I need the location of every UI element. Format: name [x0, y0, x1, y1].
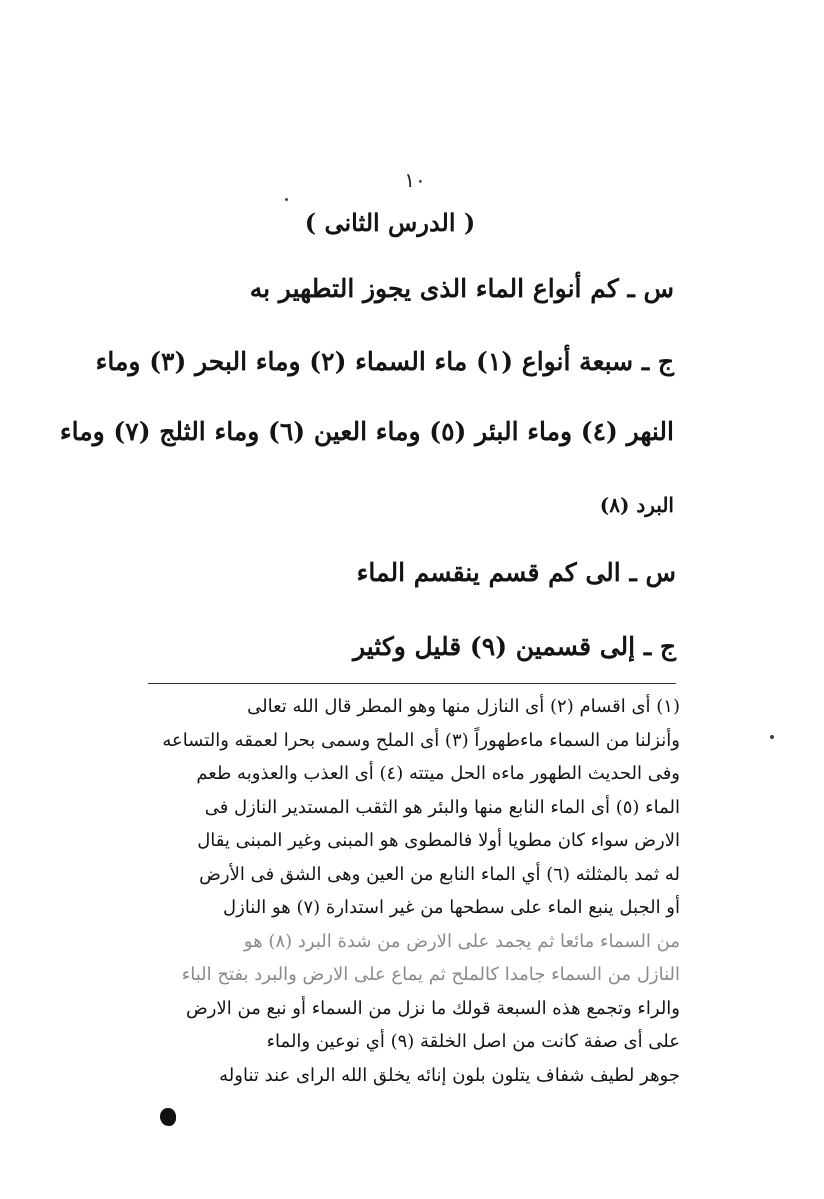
answer-2-line-1: ج ـ إلى قسمين (٩) قليل وكثير — [352, 632, 676, 661]
answer-1-line-1: ج ـ سبعة أنواع (١) ماء السماء (٢) وماء البحر (٣) وماء — [95, 347, 674, 376]
footnote-line: من السماء مائعا ثم يجمد على الارض من شدة البرد (٨) هو — [243, 930, 680, 952]
footnote-line: الماء (٥) أى الماء النابع منها والبئر هو الثقب المستدير النازل فى — [204, 796, 680, 818]
footnote-line: على أى صفة كانت من اصل الخلقة (٩) أي نوعين والماء — [266, 1031, 680, 1052]
ink-speck-icon — [285, 198, 288, 201]
ornament-icon — [160, 1108, 176, 1126]
footnote-line: له ثمد بالمثلثه (٦) أي الماء النابع من العين وهى الشق فى الأرض — [199, 863, 680, 885]
footnote-line: والراء وتجمع هذه السبعة قولك ما نزل من السماء أو نبع من الارض — [186, 997, 680, 1019]
ink-speck-icon — [770, 735, 774, 739]
footnote-line: وأنزلنا من السماء ماءطهوراً (٣) أى الملح وسمى بحرا لعمقه والتساعه — [162, 729, 680, 751]
footnote-line: وفى الحديث الطهور ماءه الحل ميتته (٤) أى العذب والعذوبه طعم — [196, 763, 680, 784]
footnote-line: الارض سواء كان مطويا أولا فالمطوى هو المبنى وغير المبنى يقال — [197, 830, 680, 851]
question-2: س ـ الى كم قسم ينقسم الماء — [356, 558, 676, 587]
lesson-title: ( الدرس الثانى ) — [304, 208, 476, 237]
answer-1-line-3: البرد (٨) — [599, 493, 674, 517]
footnote-line: (١) أى اقسام (٢) أى النازل منها وهو المطر قال الله تعالى — [247, 696, 680, 717]
answer-1-line-2: النهر (٤) وماء البئر (٥) وماء العين (٦) وماء الثلج (٧) وماء — [59, 417, 674, 446]
question-1: س ـ كم أنواع الماء الذى يجوز التطهير به — [249, 274, 674, 303]
footnote-divider — [148, 683, 676, 684]
page-number: ١٠ — [404, 168, 426, 192]
footnote-line: النازل من السماء جامدا كالملح ثم يماع على الارض والبرد بفتح الباء — [181, 964, 680, 985]
footnotes — [150, 690, 680, 1092]
footnote-line: أو الجبل ينبع الماء على سطحها من غير استدارة (٧) هو النازل — [223, 897, 680, 918]
footnote-line: جوهر لطيف شفاف يتلون بلون إنائه يخلق الله الراى عند تناوله — [219, 1064, 680, 1086]
